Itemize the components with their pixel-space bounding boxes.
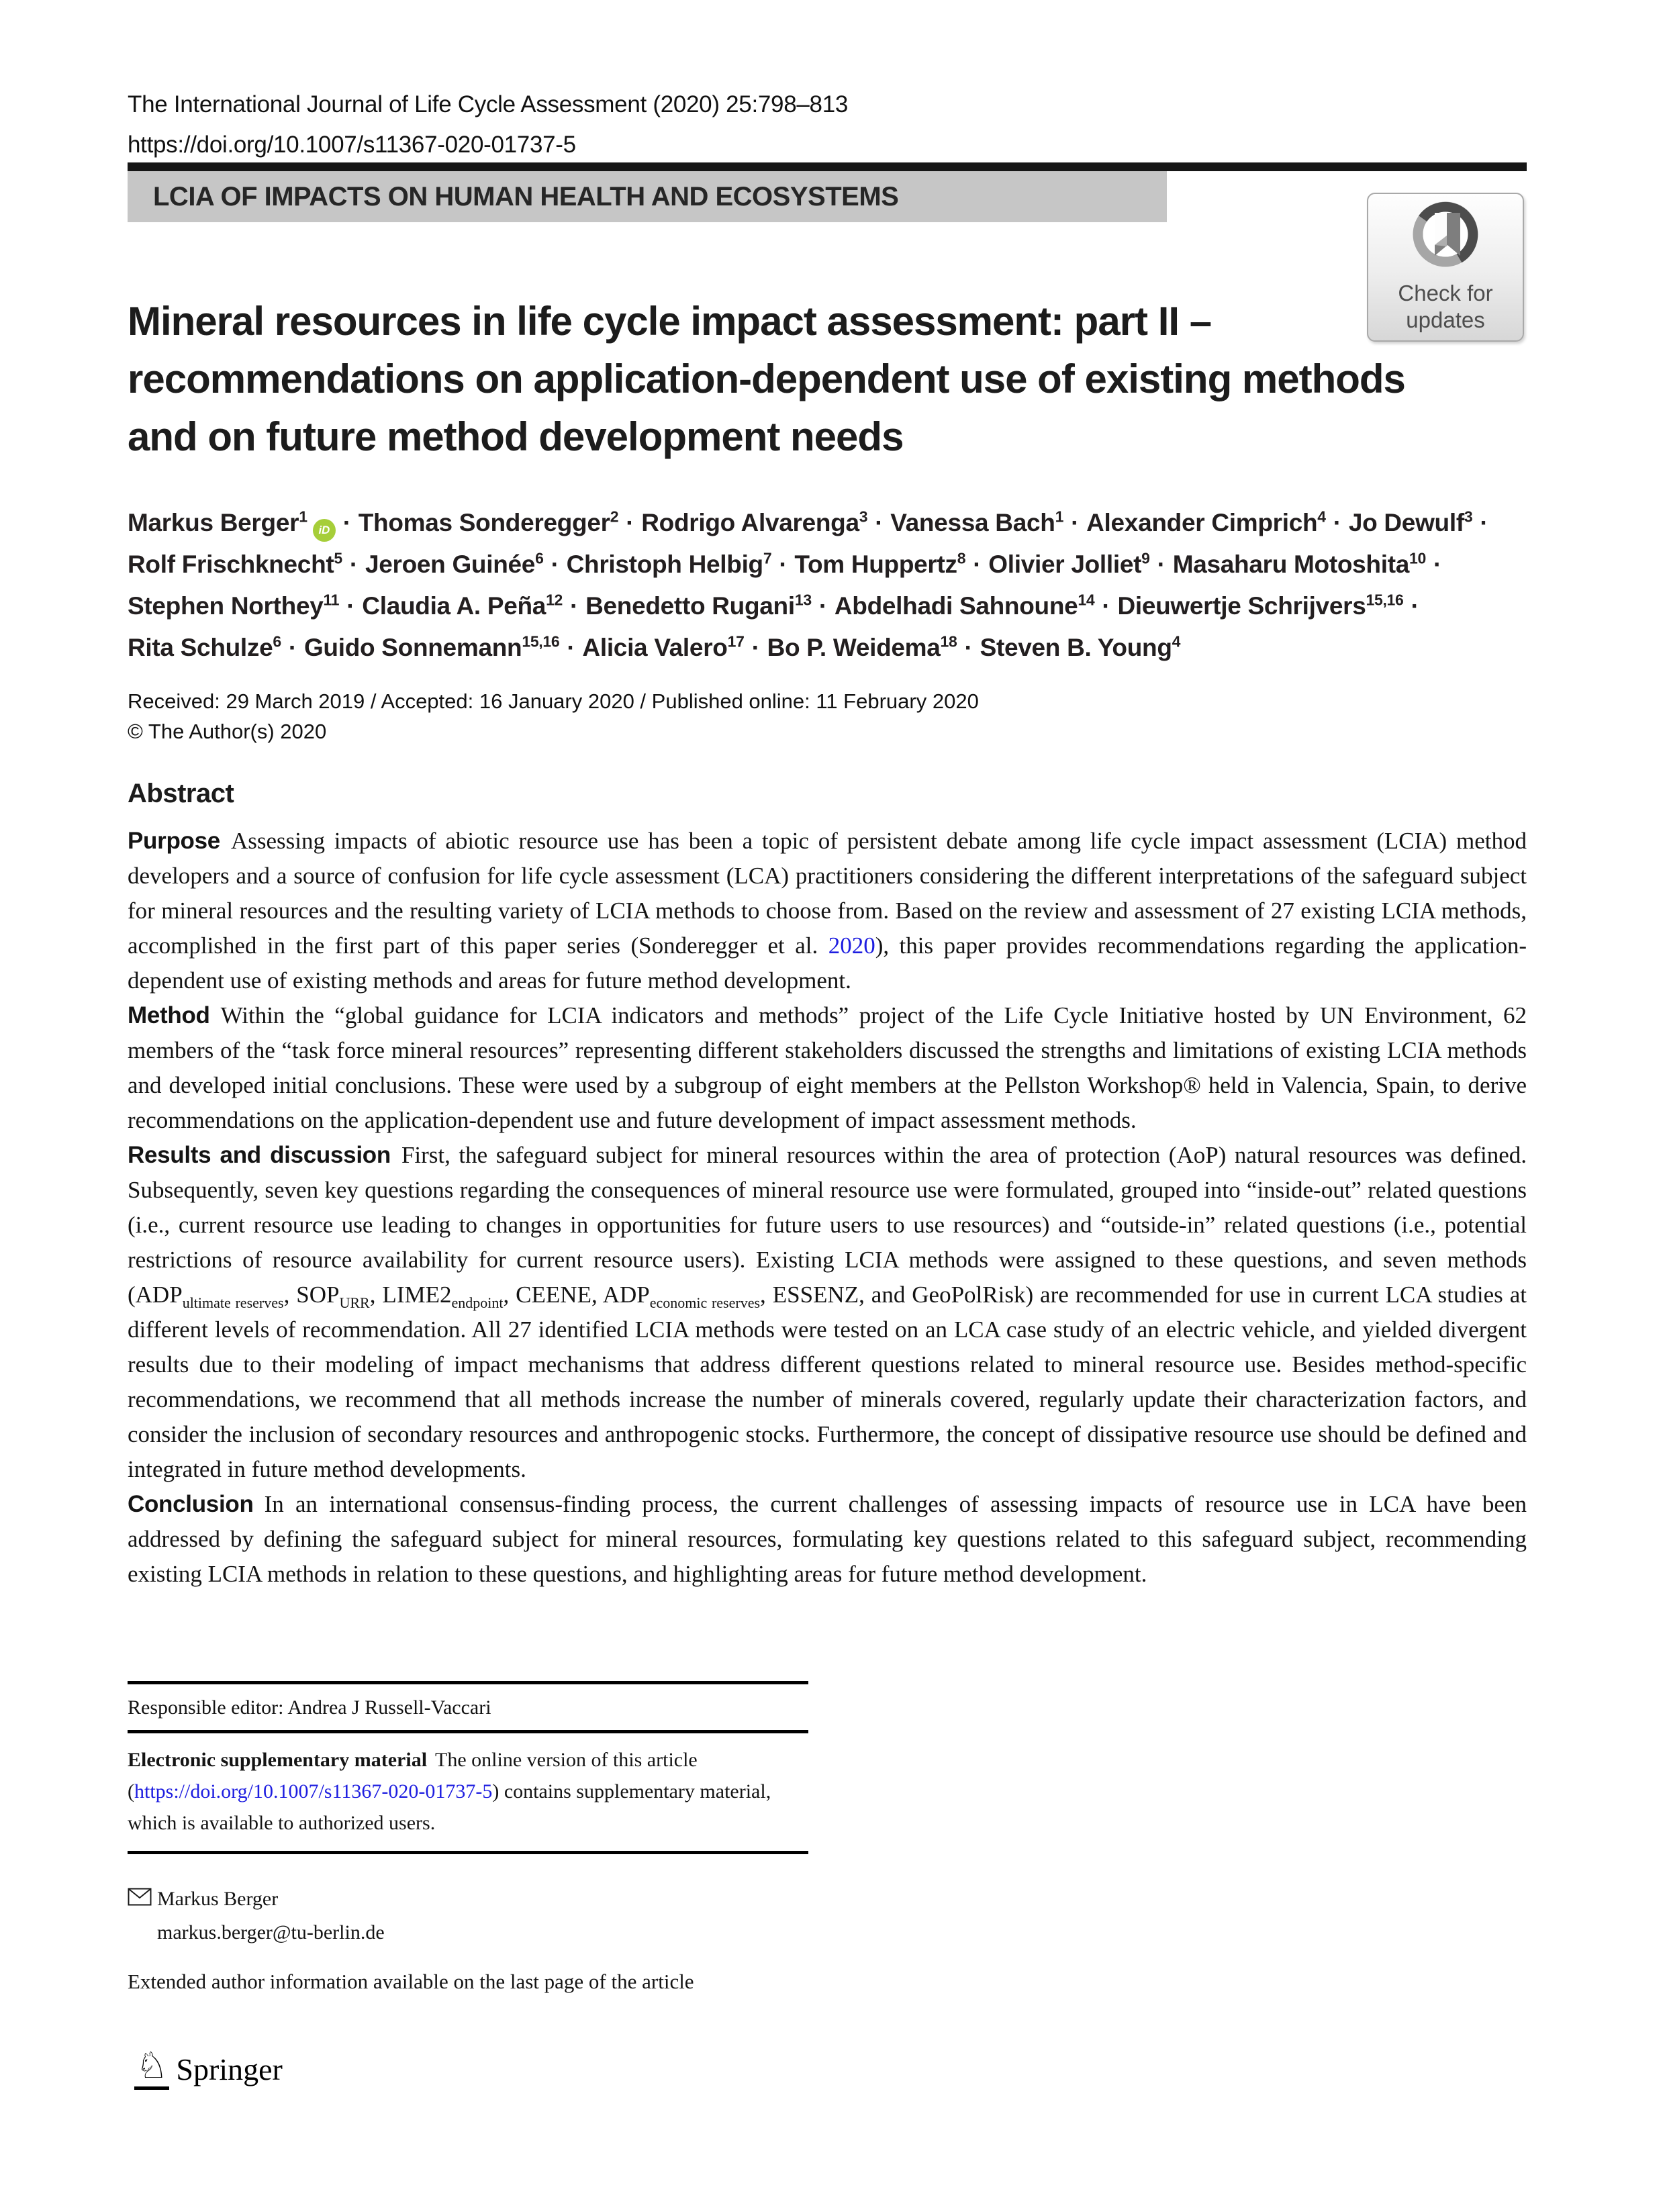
author [1086, 509, 1326, 536]
method-subscript: endpoint [451, 1294, 504, 1311]
abstract-conclusion [128, 1487, 1527, 1592]
author-separator: · [551, 550, 559, 578]
author-superscript: 15,16 [522, 632, 560, 651]
esm-note [128, 1733, 808, 1851]
author-name: Rodrigo Alvarenga [641, 509, 859, 536]
author-line-4 [128, 627, 1631, 669]
article-title [128, 293, 1551, 466]
author-superscript: 7 [763, 549, 772, 567]
article-title-line2: recommendations on application-dependent use of existing methods [128, 356, 1405, 401]
author-separator: · [567, 634, 575, 661]
author-name: Rolf Frischknecht [128, 550, 334, 578]
author [641, 509, 867, 536]
doi-text: https://doi.org/10.1007/s11367-020-01737-5 [128, 132, 576, 158]
results-text: , LIME2 [369, 1282, 452, 1308]
author-separator: · [349, 550, 358, 578]
banner-top-rule [128, 162, 1527, 171]
author-name: Thomas Sonderegger [358, 509, 610, 536]
author-superscript: 3 [859, 508, 868, 526]
author-superscript: 5 [334, 549, 342, 567]
esm-text-post: ) contains supplementary material, which is available to authorized users. [128, 1780, 771, 1834]
method-subscript: URR [339, 1294, 370, 1311]
author-name: Jo Dewulf [1348, 509, 1464, 536]
author [128, 634, 281, 661]
purpose-text-post: ), this paper provides recommendations regarding the application-dependent use of existing methods and areas for future method development. [128, 932, 1527, 994]
author-superscript: 17 [727, 632, 745, 651]
author-superscript: 11 [323, 591, 340, 609]
corresponding-author-name: Markus Berger [157, 1888, 279, 1910]
author-list [128, 502, 1631, 669]
author-name: Markus Berger [128, 509, 299, 536]
author [365, 550, 544, 578]
author-name: Claudia A. Peña [362, 592, 546, 620]
author-separator: · [1333, 509, 1341, 536]
author-separator: · [346, 592, 355, 620]
author-superscript: 4 [1172, 632, 1181, 651]
author-superscript: 6 [535, 549, 544, 567]
purpose-text: Assessing impacts of abiotic resource use has been a topic of persistent debate among life cycle impact assessment (LCIA) method developers and a source of confusion for life cycle assessment (LCA) practitioners considering the different interpretations of the safeguard subject for mineral resources and the resulting variety of LCIA methods to choose from. Based on the review and assessment of 27 existing LCIA methods, accomplished in the first part of this paper series (Sonderegger et al. [128, 828, 1527, 959]
springer-knight-icon: ♘ [134, 2046, 169, 2090]
author-separator: · [1433, 550, 1442, 578]
author-separator: · [1157, 550, 1166, 578]
envelope-icon [128, 1882, 157, 1950]
author-superscript: 10 [1409, 549, 1426, 567]
author-name: Dieuwertje Schrijvers [1117, 592, 1366, 620]
author-superscript: 8 [957, 549, 966, 567]
author-line-2 [128, 544, 1631, 585]
doi-link[interactable]: https://doi.org/10.1007/s11367-020-01737-5 [134, 1780, 493, 1802]
citation-link[interactable]: 2020 [828, 932, 875, 959]
author [585, 592, 812, 620]
author-separator: · [818, 592, 827, 620]
method-text: Within the “global guidance for LCIA indicators and methods” project of the Life Cycle Initiative hosted by UN Environment, 62 members of the “task force mineral resources” representing different stakeholders discussed the strengths and limitations of existing LCIA methods and developed initial conclusions. These were used by a subgroup of eight members at the Pellston Workshop® held in Valencia, Spain, to derive recommendations on the application-dependent use and future development of impact assessment methods. [128, 1002, 1527, 1133]
author [362, 592, 563, 620]
author-name: Guido Sonnemann [303, 634, 522, 661]
author-name: Jeroen Guinée [365, 550, 536, 578]
footnote-divider [128, 1851, 808, 1854]
author-name: Steven B. Young [980, 634, 1172, 661]
author-superscript: 2 [610, 508, 619, 526]
results-text: First, the safeguard subject for mineral resources within the area of protection (AoP) natural resources was defined. Subsequently, seven key questions regarding the consequences of mineral resource use were formulated, grouped into “inside-out” related questions (i.e., current resource use leading to changes in opportunities for future users to use resources) and “outside-in” related questions (i.e., potential restrictions of resource availability for current resource users). Existing LCIA methods were assigned to these questions, and seven methods (ADP [128, 1142, 1527, 1308]
author-name: Olivier Jolliet [988, 550, 1142, 578]
conclusion-text: In an international consensus-finding process, the current challenges of assessing impacts of resource use in LCA have been addressed by defining the safeguard subject for mineral resources, formulating key questions related to this safeguard subject, recommending existing LCIA methods in relation to these questions, and highlighting areas for future method development. [128, 1491, 1527, 1587]
author [128, 592, 339, 620]
author-name: Alexander Cimprich [1086, 509, 1318, 536]
results-text: , SOP [283, 1282, 340, 1308]
abstract-method [128, 998, 1527, 1138]
section-label-purpose: Purpose [128, 828, 220, 854]
author-name: Bo P. Weidema [767, 634, 941, 661]
author-superscript: 3 [1464, 508, 1473, 526]
author-separator: · [964, 634, 973, 661]
copyright-notice: © The Author(s) 2020 [128, 720, 327, 743]
author-superscript: 4 [1317, 508, 1326, 526]
author-name: Alicia Valero [582, 634, 728, 661]
abstract-heading: Abstract [128, 779, 234, 808]
author-name: Masaharu Motoshita [1172, 550, 1410, 578]
author-separator: · [288, 634, 297, 661]
author [1173, 550, 1426, 578]
author [767, 634, 957, 661]
author-separator: · [779, 550, 788, 578]
article-title-line1: Mineral resources in life cycle impact assessment: part II – [128, 299, 1212, 344]
results-text: , CEENE, ADP [503, 1282, 650, 1308]
author-superscript: 1 [1055, 508, 1064, 526]
author-name: Christoph Helbig [566, 550, 763, 578]
esm-text: The online version of this article ( [128, 1749, 698, 1802]
author-name: Abdelhadi Sahnoune [834, 592, 1078, 620]
footnote-area [128, 1681, 808, 1950]
author [304, 634, 559, 661]
author-separator: · [1411, 592, 1419, 620]
author-superscript: 14 [1078, 591, 1095, 609]
section-label-conclusion: Conclusion [128, 1491, 254, 1517]
extended-author-info: Extended author information available on the last page of the article [128, 1970, 694, 1993]
method-subscript: economic reserves [649, 1294, 761, 1311]
author-superscript: 13 [794, 591, 812, 609]
section-banner-label: LCIA OF IMPACTS ON HUMAN HEALTH AND ECOSYSTEMS [153, 181, 899, 211]
author [835, 592, 1095, 620]
author [980, 634, 1181, 661]
section-label-method: Method [128, 1002, 210, 1028]
author-name: Stephen Northey [128, 592, 324, 620]
author-separator: · [1102, 592, 1110, 620]
author-separator: · [875, 509, 884, 536]
author-separator: · [1071, 509, 1080, 536]
author-name: Benedetto Rugani [585, 592, 795, 620]
abstract-results [128, 1138, 1527, 1487]
received-dates: Received: 29 March 2019 / Accepted: 16 January 2020 / Published online: 11 February 2020 [128, 689, 979, 713]
method-subscript: ultimate reserves [182, 1294, 284, 1311]
author [359, 509, 618, 536]
esm-label: Electronic supplementary material [128, 1749, 428, 1771]
author [567, 550, 772, 578]
author-superscript: 15,16 [1366, 591, 1404, 609]
author-separator: · [570, 592, 579, 620]
author-separator: · [626, 509, 634, 536]
springer-wordmark: Springer [176, 2052, 283, 2086]
orcid-icon[interactable]: iD [313, 519, 336, 542]
crossmark-icon [1404, 201, 1487, 276]
author-name: Vanessa Bach [890, 509, 1055, 536]
author-name: Rita Schulze [128, 634, 273, 661]
author-separator: · [1480, 509, 1488, 536]
author [128, 509, 307, 536]
author-superscript: 6 [273, 632, 281, 651]
author [1349, 509, 1473, 536]
corresponding-author-email: markus.berger@tu-berlin.de [157, 1921, 385, 1943]
abstract-purpose [128, 824, 1527, 998]
results-text: , ESSENZ, and GeoPolRisk) are recommended for use in current LCA studies at different levels of recommendation. All 27 identified LCIA methods were tested on an LCA case study of an electric vehicle, and yielded divergent results due to their modeling of impact mechanisms that address different questions related to mineral resource use. Besides method-specific recommendations, we recommend that all methods increase the number of minerals covered, regularly update their characterization factors, and consider the inclusion of secondary resources and anthropogenic stocks. Furthermore, the concept of dissipative resource use should be defined and integrated in future method developments. [128, 1282, 1527, 1482]
author-superscript: 9 [1141, 549, 1150, 567]
author [582, 634, 744, 661]
author-line-1 [128, 502, 1631, 544]
correspondence [128, 1882, 808, 1950]
journal-title: The International Journal of Life Cycle Assessment (2020) 25:798–813 [128, 91, 849, 117]
author [890, 509, 1063, 536]
author-line-3 [128, 585, 1631, 627]
badge-label-line2: updates [1406, 307, 1485, 332]
section-label-results: Results and discussion [128, 1142, 391, 1168]
author-superscript: 18 [940, 632, 957, 651]
badge-label-line1: Check for [1398, 281, 1493, 305]
author-separator: · [342, 509, 351, 536]
article-title-line3: and on future method development needs [128, 414, 904, 459]
section-banner [128, 162, 1527, 222]
author-name: Tom Huppertz [794, 550, 957, 578]
responsible-editor: Responsible editor: Andrea J Russell-Vaccari [128, 1696, 491, 1719]
author [1117, 592, 1403, 620]
author [988, 550, 1149, 578]
author-separator: · [751, 634, 760, 661]
abstract-section [128, 779, 1527, 1592]
author-separator: · [973, 550, 982, 578]
author [128, 550, 342, 578]
author [794, 550, 965, 578]
author-superscript: 12 [546, 591, 563, 609]
author-superscript: 1 [299, 508, 307, 526]
springer-logo [134, 2046, 283, 2090]
